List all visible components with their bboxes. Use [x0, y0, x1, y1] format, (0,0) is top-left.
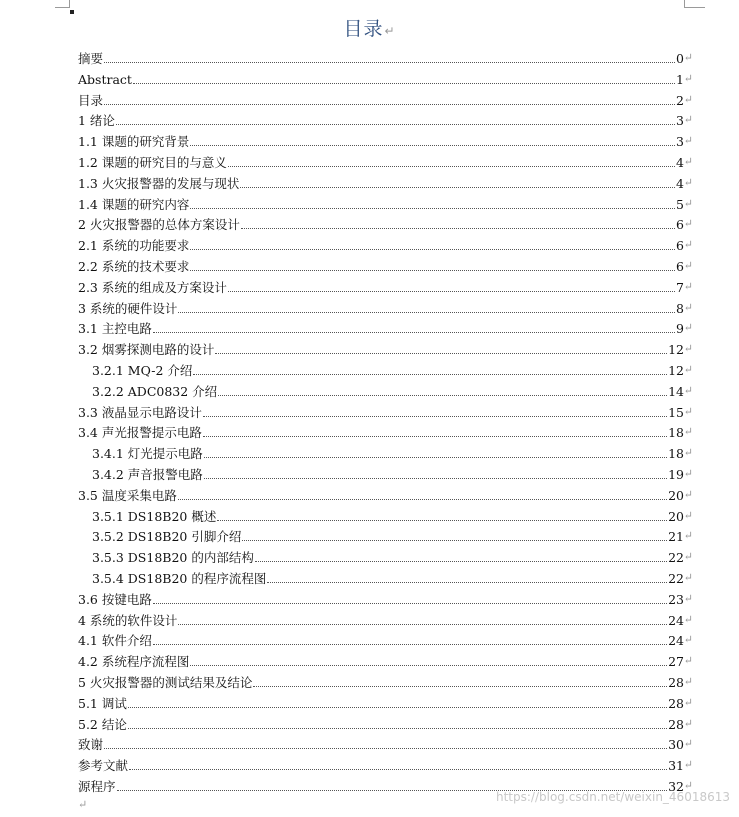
toc-dot-leader	[128, 728, 667, 729]
toc-page-number: 18	[668, 425, 684, 441]
toc-entry[interactable]	[92, 380, 693, 400]
toc-dot-leader	[153, 603, 667, 604]
page-corner-mark-right	[684, 0, 705, 8]
paragraph-mark-icon: ↵	[683, 113, 693, 127]
toc-dot-leader	[129, 769, 667, 770]
toc-entry-title: 1.2 课题的研究目的与意义	[78, 155, 227, 170]
toc-dot-leader	[190, 208, 675, 209]
toc-entry[interactable]	[92, 463, 693, 483]
toc-entry[interactable]	[78, 338, 693, 358]
toc-entry-title: 3.2.1 MQ-2 介绍	[92, 363, 193, 378]
toc-entry[interactable]	[78, 650, 693, 670]
toc-page-number: 22	[668, 571, 684, 586]
toc-entry-title: Abstract	[78, 71, 132, 87]
paragraph-mark-icon: ↵	[683, 633, 693, 647]
toc-entry[interactable]	[78, 151, 693, 171]
toc-entry-title: 1.1 课题的研究背景	[78, 134, 190, 150]
toc-dot-leader	[116, 124, 675, 125]
toc-page-number: 15	[668, 404, 684, 420]
paragraph-mark-icon: ↵	[683, 446, 693, 460]
paragraph-mark-icon: ↵	[683, 612, 693, 626]
toc-page-number: 23	[668, 591, 684, 607]
page-corner-mark-left	[55, 0, 70, 8]
toc-entry-title: 1.3 火灾报警器的发展与现状	[78, 175, 240, 191]
toc-entry[interactable]	[78, 733, 693, 753]
toc-title	[0, 14, 739, 41]
paragraph-mark-icon: ↵	[683, 217, 693, 231]
toc-entry-title: 3.4.1 灯光提示电路	[92, 446, 203, 462]
toc-entry[interactable]	[78, 588, 693, 608]
toc-entry[interactable]	[78, 692, 693, 712]
toc-dot-leader	[104, 748, 667, 749]
toc-title-text: 目录	[343, 18, 384, 40]
toc-entry-title: 参考文献	[78, 758, 129, 774]
toc-entry[interactable]	[92, 567, 693, 587]
toc-entry-title: 4 系统的软件设计	[78, 612, 178, 628]
paragraph-mark-icon: ↵	[683, 779, 693, 792]
toc-entry[interactable]	[78, 234, 693, 254]
toc-entry-title: 2.3 系统的组成及方案设计	[78, 279, 227, 295]
toc-entry[interactable]	[78, 609, 693, 629]
toc-dot-leader	[217, 520, 667, 521]
toc-entry[interactable]	[78, 713, 693, 733]
toc-dot-leader	[204, 478, 667, 479]
toc-entry[interactable]	[92, 442, 693, 462]
watermark: https://blog.csdn.net/weixin_46018613	[495, 790, 730, 804]
toc-entry[interactable]	[78, 47, 693, 67]
toc-entry-title: 5 火灾报警器的测试结果及结论	[78, 675, 253, 690]
toc-entry-title: 3.5 温度采集电路	[78, 487, 177, 503]
paragraph-mark-icon: ↵	[683, 404, 693, 418]
toc-page-number: 6	[676, 238, 684, 254]
toc-entry-title: 5.1 调试	[78, 695, 127, 711]
toc-dot-leader	[190, 249, 675, 250]
paragraph-mark-icon: ↵	[683, 300, 693, 314]
toc-entry[interactable]	[78, 276, 693, 296]
toc-entry-title: 5.2 结论	[78, 716, 127, 732]
toc-entry-title: 2.1 系统的功能要求	[78, 238, 190, 254]
paragraph-mark-icon: ↵	[683, 71, 693, 85]
toc-page-number: 32	[668, 779, 684, 794]
paragraph-mark-icon: ↵	[384, 24, 396, 38]
toc-dot-leader	[218, 395, 667, 396]
toc-entry-title: 3.5.4 DS18B20 的程序流程图	[92, 571, 267, 586]
toc-page-number: 0	[676, 51, 684, 66]
paragraph-mark-icon: ↵	[683, 716, 693, 730]
toc-page-number: 8	[676, 300, 684, 316]
paragraph-mark-icon: ↵	[683, 363, 693, 376]
toc-page-number: 24	[668, 612, 684, 628]
toc-page-number: 28	[668, 695, 684, 711]
toc-entry[interactable]	[78, 754, 693, 774]
paragraph-mark-icon: ↵	[683, 134, 693, 148]
toc-page-number: 31	[668, 758, 684, 774]
paragraph-mark-icon: ↵	[683, 758, 693, 772]
toc-page-number: 28	[668, 716, 684, 732]
toc-entry-title: 3.4.2 声音报警电路	[92, 467, 203, 482]
toc-page-number: 21	[668, 529, 684, 545]
toc-dot-leader	[241, 228, 675, 229]
toc-entry[interactable]	[78, 193, 693, 213]
paragraph-mark-icon: ↵	[683, 383, 693, 397]
paragraph-mark-icon: ↵	[683, 675, 693, 688]
toc-entry-title: 目录	[78, 92, 104, 108]
toc-page-number: 2	[676, 92, 684, 108]
toc-entry[interactable]	[78, 130, 693, 150]
paragraph-mark-icon: ↵	[683, 508, 693, 522]
paragraph-mark-icon: ↵	[683, 654, 693, 668]
toc-dot-leader	[190, 665, 667, 666]
toc-dot-leader	[104, 62, 675, 63]
toc-entry[interactable]	[78, 89, 693, 109]
toc-entry[interactable]	[78, 255, 693, 275]
toc-dot-leader	[153, 644, 667, 645]
toc-page-number: 4	[676, 175, 684, 191]
toc-dot-leader	[193, 374, 667, 375]
paragraph-mark-icon: ↵	[683, 467, 693, 480]
toc-entry-title: 3.2.2 ADC0832 介绍	[92, 383, 218, 399]
toc-dot-leader	[228, 291, 675, 292]
paragraph-mark-icon: ↵	[683, 425, 693, 439]
paragraph-mark-icon: ↵	[78, 798, 88, 811]
paragraph-mark-icon: ↵	[683, 487, 693, 501]
toc-entry-title: 4.1 软件介绍	[78, 633, 152, 649]
paragraph-mark-icon: ↵	[683, 529, 693, 543]
toc-dot-leader	[203, 436, 667, 437]
toc-entry[interactable]	[92, 505, 693, 525]
toc-entry-title: 致谢	[78, 737, 104, 753]
toc-entry-title: 3.4 声光报警提示电路	[78, 425, 202, 441]
toc-page-number: 20	[668, 508, 684, 524]
toc-page-number: 18	[668, 446, 684, 462]
toc-entry[interactable]	[78, 671, 693, 691]
toc-entry[interactable]	[78, 213, 693, 233]
toc-entry-title: 3.5.1 DS18B20 概述	[92, 508, 217, 524]
paragraph-mark-icon: ↵	[683, 695, 693, 709]
toc-entry[interactable]	[78, 629, 693, 649]
toc-entry-title: 1 绪论	[78, 113, 115, 129]
toc-entry[interactable]	[78, 68, 693, 88]
toc-dot-leader	[190, 270, 675, 271]
toc-page-number: 7	[676, 279, 684, 295]
toc-dot-leader	[203, 416, 667, 417]
paragraph-mark-icon: ↵	[683, 196, 693, 210]
paragraph-mark-icon: ↵	[683, 238, 693, 252]
toc-entry[interactable]	[78, 109, 693, 129]
toc-entry-title: 2 火灾报警器的总体方案设计	[78, 217, 240, 233]
toc-dot-leader	[178, 624, 667, 625]
toc-dot-leader	[153, 332, 675, 333]
toc-dot-leader	[128, 707, 667, 708]
toc-entry-title: 1.4 课题的研究内容	[78, 196, 190, 212]
toc-page-number: 5	[676, 196, 684, 212]
toc-page-number: 12	[668, 363, 684, 378]
paragraph-mark-icon: ↵	[683, 591, 693, 605]
toc-dot-leader	[228, 166, 675, 167]
toc-dot-leader	[133, 83, 675, 84]
toc-dot-leader	[104, 104, 675, 105]
toc-entry-title: 4.2 系统程序流程图	[78, 654, 190, 670]
toc-page-number: 3	[676, 134, 684, 150]
toc-page-number: 27	[668, 654, 684, 670]
paragraph-mark-icon: ↵	[683, 51, 693, 64]
toc-entry[interactable]	[92, 525, 693, 545]
toc-page-number: 12	[668, 342, 684, 358]
toc-page-number: 1	[676, 71, 684, 87]
toc-entry-title: 3.5.3 DS18B20 的内部结构	[92, 550, 254, 566]
toc-entry[interactable]	[78, 421, 693, 441]
toc-entry-title: 3.1 主控电路	[78, 321, 152, 337]
paragraph-mark-icon: ↵	[683, 155, 693, 168]
toc-entry-title: 3.3 液晶显示电路设计	[78, 404, 202, 420]
toc-page-number: 19	[668, 467, 684, 482]
toc-entry-title: 3 系统的硬件设计	[78, 300, 178, 316]
toc-dot-leader	[190, 145, 675, 146]
toc-page-number: 6	[676, 259, 684, 274]
toc-page-number: 30	[668, 737, 684, 753]
toc-entry[interactable]	[78, 401, 693, 421]
toc-entry-title: 3.6 按键电路	[78, 591, 152, 607]
paragraph-mark-icon: ↵	[683, 92, 693, 106]
toc-dot-leader	[242, 540, 667, 541]
toc-dot-leader	[240, 187, 675, 188]
toc-entry[interactable]	[92, 359, 693, 379]
toc-page-number: 22	[668, 550, 684, 566]
paragraph-mark-icon: ↵	[683, 321, 693, 335]
paragraph-mark-icon: ↵	[683, 175, 693, 189]
toc-entry-title: 3.2 烟雾探测电路的设计	[78, 342, 215, 358]
toc-page-number: 4	[676, 155, 684, 170]
toc-dot-leader	[204, 457, 667, 458]
toc-entry-title: 源程序	[78, 779, 116, 794]
toc-page-number: 9	[676, 321, 684, 337]
toc-dot-leader	[253, 686, 667, 687]
toc-page-number: 14	[668, 383, 684, 399]
toc-dot-leader	[178, 312, 675, 313]
paragraph-mark-icon: ↵	[683, 571, 693, 584]
toc-entry[interactable]	[78, 172, 693, 192]
paragraph-mark-icon: ↵	[683, 279, 693, 293]
toc-dot-leader	[178, 499, 667, 500]
toc-page-number: 6	[676, 217, 684, 233]
toc-page-number: 3	[676, 113, 684, 129]
toc-entry[interactable]	[78, 297, 693, 317]
toc-entry[interactable]	[92, 546, 693, 566]
toc-dot-leader	[267, 582, 667, 583]
paragraph-mark-icon: ↵	[683, 737, 693, 751]
toc-entry[interactable]	[78, 317, 693, 337]
toc-page-number: 28	[668, 675, 684, 690]
toc-dot-leader	[255, 561, 667, 562]
paragraph-mark-icon: ↵	[683, 550, 693, 564]
toc-entry-title: 摘要	[78, 51, 104, 66]
toc-dot-leader	[215, 353, 667, 354]
toc-page-number: 20	[668, 487, 684, 503]
paragraph-mark-icon: ↵	[683, 259, 693, 272]
toc-page-number: 24	[668, 633, 684, 649]
paragraph-mark-icon: ↵	[683, 342, 693, 356]
toc-entry-title: 3.5.2 DS18B20 引脚介绍	[92, 529, 242, 545]
toc-entry[interactable]	[78, 484, 693, 504]
toc-entry-title: 2.2 系统的技术要求	[78, 259, 190, 274]
